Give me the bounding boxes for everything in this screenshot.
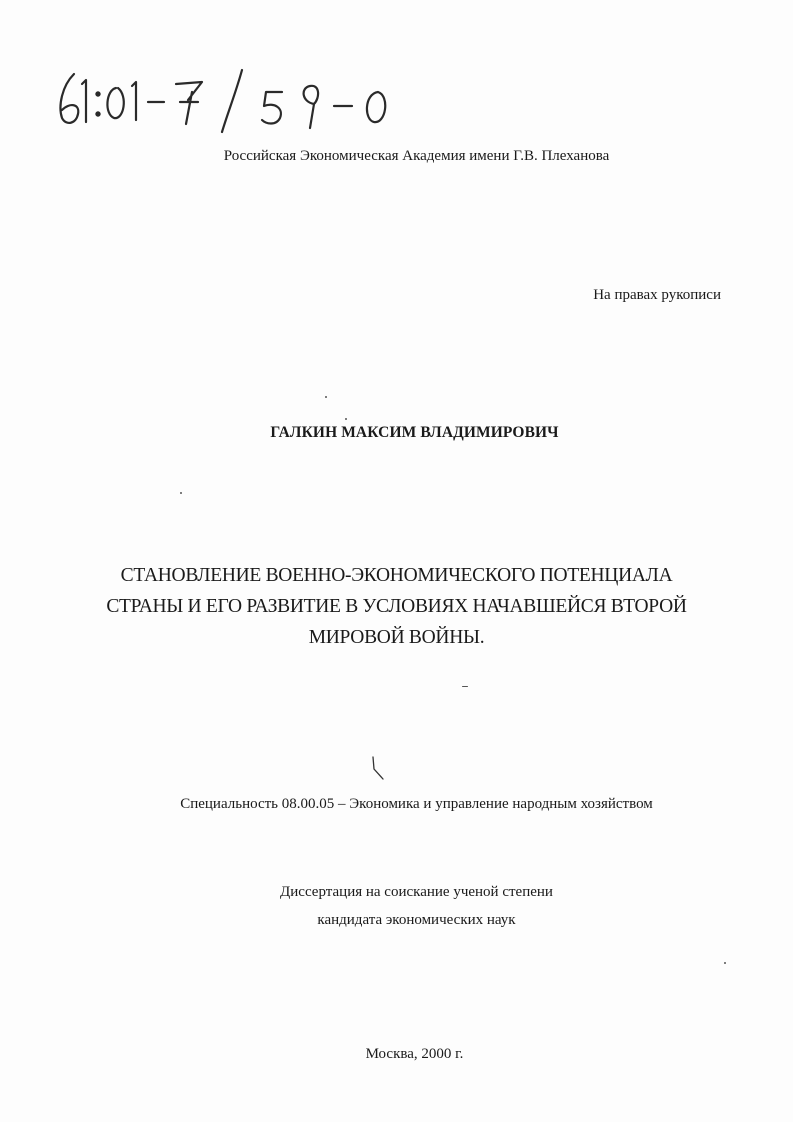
stray-pen-mark-drawing <box>370 755 386 781</box>
institution-name: Российская Экономическая Академия имени Г.В. Плеханова <box>223 148 610 164</box>
degree-line: Диссертация на соискание ученой степени <box>280 884 553 900</box>
scan-speck <box>325 396 327 398</box>
stray-pen-mark <box>370 755 386 781</box>
handwritten-code-drawing <box>52 62 402 142</box>
scan-speck <box>345 418 347 420</box>
degree-statement <box>20 878 793 934</box>
title-line: СТРАНЫ И ЕГО РАЗВИТИЕ В УСЛОВИЯХ НАЧАВШЕЙСЯ ВТОРОЙ <box>106 596 687 617</box>
scan-speck <box>462 686 468 687</box>
handwritten-archive-code <box>52 62 402 142</box>
author-name: ГАЛКИН МАКСИМ ВЛАДИМИРОВИЧ <box>270 424 559 441</box>
rights-notice: На правах рукописи <box>593 287 721 303</box>
title-line: МИРОВОЙ ВОЙНЫ. <box>308 627 485 648</box>
scan-speck <box>724 962 726 964</box>
dissertation-title <box>0 560 793 653</box>
title-line: СТАНОВЛЕНИЕ ВОЕННО-ЭКОНОМИЧЕСКОГО ПОТЕНЦИАЛА <box>120 565 673 586</box>
degree-line: кандидата экономических наук <box>317 912 516 928</box>
specialty-line: Специальность 08.00.05 – Экономика и управление народным хозяйством <box>180 796 653 812</box>
city-year: Москва, 2000 г. <box>365 1046 464 1062</box>
scan-speck <box>180 492 182 494</box>
